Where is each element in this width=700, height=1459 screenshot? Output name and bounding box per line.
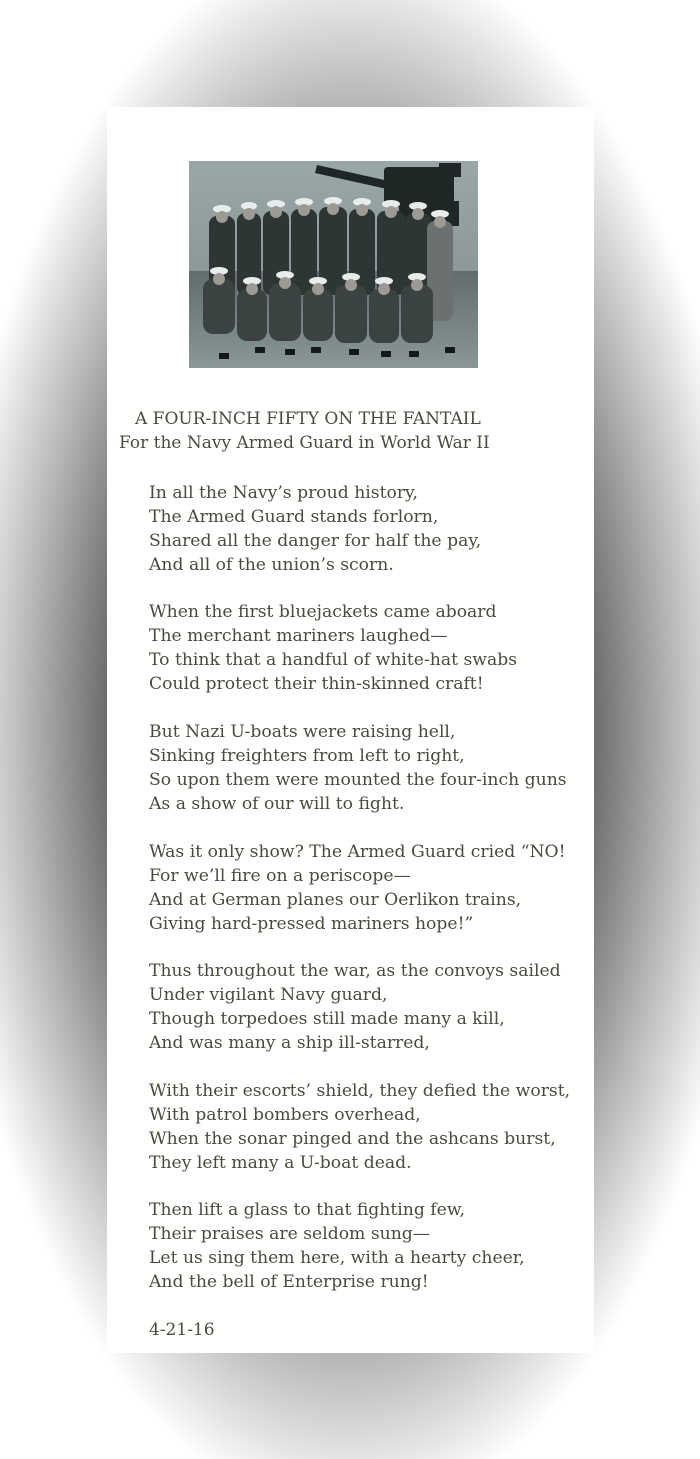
stanza-6 <box>149 1079 570 1175</box>
poem-line: With their escorts’ shield, they defied the worst, <box>149 1081 571 1101</box>
poem-line: So upon them were mounted the four-inch guns <box>149 770 567 790</box>
poem-line: When the first bluejackets came aboard <box>149 602 497 622</box>
poem-line: And at German planes our Oerlikon trains, <box>149 890 522 910</box>
stanza-4 <box>149 840 566 936</box>
poem-line: As a show of our will to fight. <box>149 794 405 814</box>
poem-line: And all of the union’s scorn. <box>149 555 394 575</box>
stanza-1 <box>149 481 481 577</box>
poem <box>107 107 594 1353</box>
poem-subtitle: For the Navy Armed Guard in World War II <box>119 433 490 453</box>
poem-line: Was it only show? The Armed Guard cried “NO! <box>149 842 566 862</box>
poem-line: The Armed Guard stands forlorn, <box>149 507 439 527</box>
poem-line: With patrol bombers overhead, <box>149 1105 421 1125</box>
poem-card <box>107 107 594 1353</box>
poem-line: Under vigilant Navy guard, <box>149 985 388 1005</box>
poem-date: 4-21-16 <box>149 1320 215 1340</box>
stanza-5 <box>149 959 561 1055</box>
poem-line: Let us sing them here, with a hearty cheer, <box>149 1248 525 1268</box>
poem-line: They left many a U-boat dead. <box>149 1153 412 1173</box>
poem-line: Sinking freighters from left to right, <box>149 746 465 766</box>
poem-line: For we’ll fire on a periscope— <box>149 866 411 886</box>
stanza-7 <box>149 1198 525 1294</box>
poem-line: And the bell of Enterprise rung! <box>149 1272 429 1292</box>
poem-line: Giving hard-pressed mariners hope!” <box>149 914 474 934</box>
poem-title: A FOUR-INCH FIFTY ON THE FANTAIL <box>135 409 481 429</box>
poem-line: When the sonar pinged and the ashcans burst, <box>149 1129 556 1149</box>
poem-line: The merchant mariners laughed— <box>149 626 448 646</box>
poem-line: Could protect their thin-skinned craft! <box>149 674 484 694</box>
poem-line: Thus throughout the war, as the convoys sailed <box>149 961 561 981</box>
poem-line: Their praises are seldom sung— <box>149 1224 430 1244</box>
poem-line: But Nazi U-boats were raising hell, <box>149 722 456 742</box>
stanza-3 <box>149 720 567 816</box>
poem-line: Though torpedoes still made many a kill, <box>149 1009 505 1029</box>
poem-line: To think that a handful of white-hat swabs <box>149 650 518 670</box>
poem-line: Then lift a glass to that fighting few, <box>149 1200 465 1220</box>
poem-line: In all the Navy’s proud history, <box>149 483 418 503</box>
stanza-2 <box>149 600 517 696</box>
poem-line: And was many a ship ill-starred, <box>149 1033 430 1053</box>
poem-line: Shared all the danger for half the pay, <box>149 531 482 551</box>
